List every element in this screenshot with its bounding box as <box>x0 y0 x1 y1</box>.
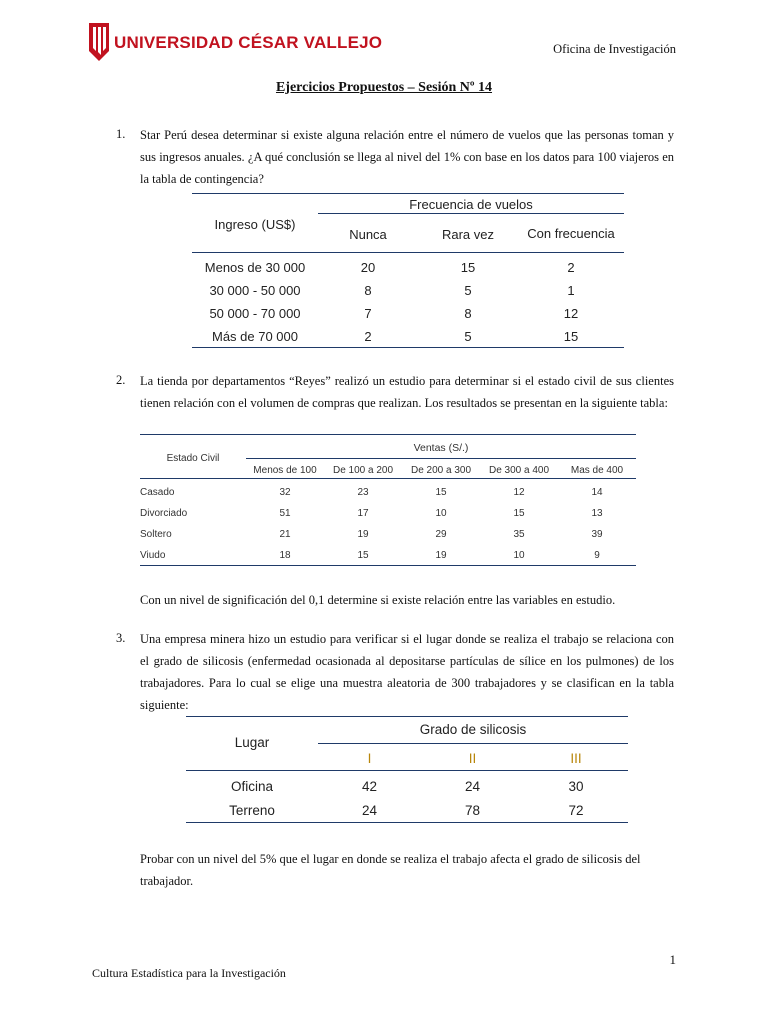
office-label: Oficina de Investigación <box>553 42 676 56</box>
table-1-row-header: Ingreso (US$) <box>214 217 296 232</box>
table-2-cell: 19 <box>435 550 447 561</box>
table-row <box>186 774 628 798</box>
table-2-cell: 15 <box>513 508 525 519</box>
table-row <box>140 503 636 524</box>
table-2-col-header: Mas de 400 <box>570 464 624 476</box>
table-3-col-header: III <box>570 750 582 766</box>
table-1-cell: 5 <box>464 329 472 344</box>
exercise-3-text: Una empresa minera hizo un estudio para verificar si el lugar donde se realiza el trabajo se relaciona con el grado de silicosis (enfermedad ocasionada al depositarse partículas de sílice en los pulmones) de los trabajadores. Para lo cual se elige una muestra aleatoria de 300 trabajadores y se clasifican en la tabla siguiente: <box>140 632 674 712</box>
table-row <box>192 279 624 302</box>
table-3-cell: 24 <box>361 802 378 818</box>
table-1-cell: 8 <box>464 306 472 321</box>
table-2-group-header: Ventas (S/.) <box>413 442 469 454</box>
table-2-cell: 29 <box>435 529 447 540</box>
table-3-group-header: Grado de silicosis <box>419 722 527 737</box>
table-1-col-header: Con frecuencia <box>527 226 615 241</box>
table-2-cell: 10 <box>435 508 447 519</box>
table-2-col-header: De 100 a 200 <box>332 464 394 476</box>
table-3-row-label: Terreno <box>229 802 275 818</box>
table-2-cell: 39 <box>591 529 603 540</box>
table-2-cell: 10 <box>513 550 525 561</box>
table-2-col-header: De 200 a 300 <box>410 464 472 476</box>
table-2-col-header: De 300 a 400 <box>488 464 550 476</box>
table-2-column-headers <box>246 462 636 478</box>
table-2-body <box>140 482 636 566</box>
exercise-3-note: Probar con un nivel del 5% que el lugar en donde se realiza el trabajo afecta el grado de silicosis del trabajador. <box>140 852 641 888</box>
table-3-cell: 30 <box>568 778 584 794</box>
university-name: UNIVERSIDAD CÉSAR VALLEJO <box>114 32 383 52</box>
table-1-column-headers <box>318 216 624 252</box>
table-1-row-label: Menos de 30 000 <box>204 260 306 275</box>
table-2-cell: 51 <box>279 508 291 519</box>
exercise-1-number: 1. <box>116 127 126 141</box>
table-1-cell: 5 <box>464 283 472 298</box>
table-row <box>186 798 628 822</box>
table-2-row-label: Viudo <box>140 550 166 561</box>
table-2-cell: 9 <box>594 550 600 561</box>
table-1-cell: 2 <box>364 329 372 344</box>
footer-course: Cultura Estadística para la Investigación <box>92 966 286 980</box>
table-2-cell: 17 <box>357 508 369 519</box>
table-1-row-label: 50 000 - 70 000 <box>209 306 301 321</box>
table-3-col-header: I <box>367 750 372 766</box>
table-2-cell: 13 <box>591 508 603 519</box>
table-2-row-label: Soltero <box>140 529 172 540</box>
table-2-row-label: Divorciado <box>140 508 188 519</box>
table-1-cell: 7 <box>364 306 372 321</box>
table-3-cell: 72 <box>568 802 584 818</box>
table-row <box>140 545 636 566</box>
table-1-group-header: Frecuencia de vuelos <box>409 197 533 212</box>
table-2-cell: 18 <box>279 550 291 561</box>
exercise-2-number: 2. <box>116 373 126 387</box>
table-3-cell: 78 <box>464 802 481 818</box>
table-2-cell: 15 <box>435 487 447 498</box>
table-1-row-label: 30 000 - 50 000 <box>209 283 301 298</box>
table-1-col-header: Rara vez <box>441 226 495 242</box>
exercise-2-note: Con un nivel de significación del 0,1 determine si existe relación entre las variables en estudio. <box>140 593 616 607</box>
table-2-cell: 12 <box>513 487 525 498</box>
table-row <box>140 482 636 503</box>
table-2-cell: 19 <box>357 529 369 540</box>
table-1-cell: 20 <box>360 260 376 275</box>
table-2-cell: 15 <box>357 550 369 561</box>
table-2-row-label: Casado <box>140 487 175 498</box>
table-2-cell: 23 <box>357 487 369 498</box>
table-1-row-label: Más de 70 000 <box>211 329 298 344</box>
table-3-row-header: Lugar <box>234 735 270 750</box>
table-3-cell: 24 <box>464 778 481 794</box>
table-1-cell: 15 <box>563 329 579 344</box>
exercise-2-text: La tienda por departamentos “Reyes” realizó un estudio para determinar si el estado civil de sus clientes tienen relación con el volumen de compras que realizan. Los resultados se presentan en la siguiente tabla: <box>140 374 674 410</box>
table-3-column-headers <box>318 748 628 768</box>
page-number: 1 <box>669 952 676 967</box>
table-2-row-header: Estado Civil <box>166 453 220 464</box>
table-3-row-label: Oficina <box>230 778 274 794</box>
exercise-3-number: 3. <box>116 631 126 645</box>
table-2-cell: 21 <box>279 529 291 540</box>
table-1-cell: 8 <box>364 283 372 298</box>
table-row <box>192 302 624 325</box>
table-1-cell: 15 <box>460 260 476 275</box>
table-1-col-header: Nunca <box>349 226 387 242</box>
table-1-body <box>192 256 624 348</box>
table-3-body <box>186 774 628 822</box>
table-2-cell: 35 <box>513 529 525 540</box>
table-2-cell: 14 <box>591 487 603 498</box>
university-shield-icon <box>88 21 110 63</box>
table-2-col-header: Menos de 100 <box>253 464 317 476</box>
table-3-cell: 42 <box>361 778 378 794</box>
university-logo <box>88 20 382 64</box>
table-row <box>192 325 624 348</box>
table-row <box>192 256 624 279</box>
table-3-col-header: II <box>468 750 477 766</box>
table-1-cell: 12 <box>563 306 579 321</box>
table-2-cell: 32 <box>279 487 291 498</box>
page-title: Ejercicios Propuestos – Sesión Nº 14 <box>275 80 493 95</box>
table-1-cell: 2 <box>567 260 575 275</box>
table-1-cell: 1 <box>567 283 575 298</box>
table-row <box>140 524 636 545</box>
exercise-1-text: Star Perú desea determinar si existe alguna relación entre el número de vuelos que las personas toman y sus ingresos anuales. ¿A qué conclusión se llega al nivel del 1% con base en los datos para 100 viajeros en la tabla de contingencia? <box>140 128 674 186</box>
